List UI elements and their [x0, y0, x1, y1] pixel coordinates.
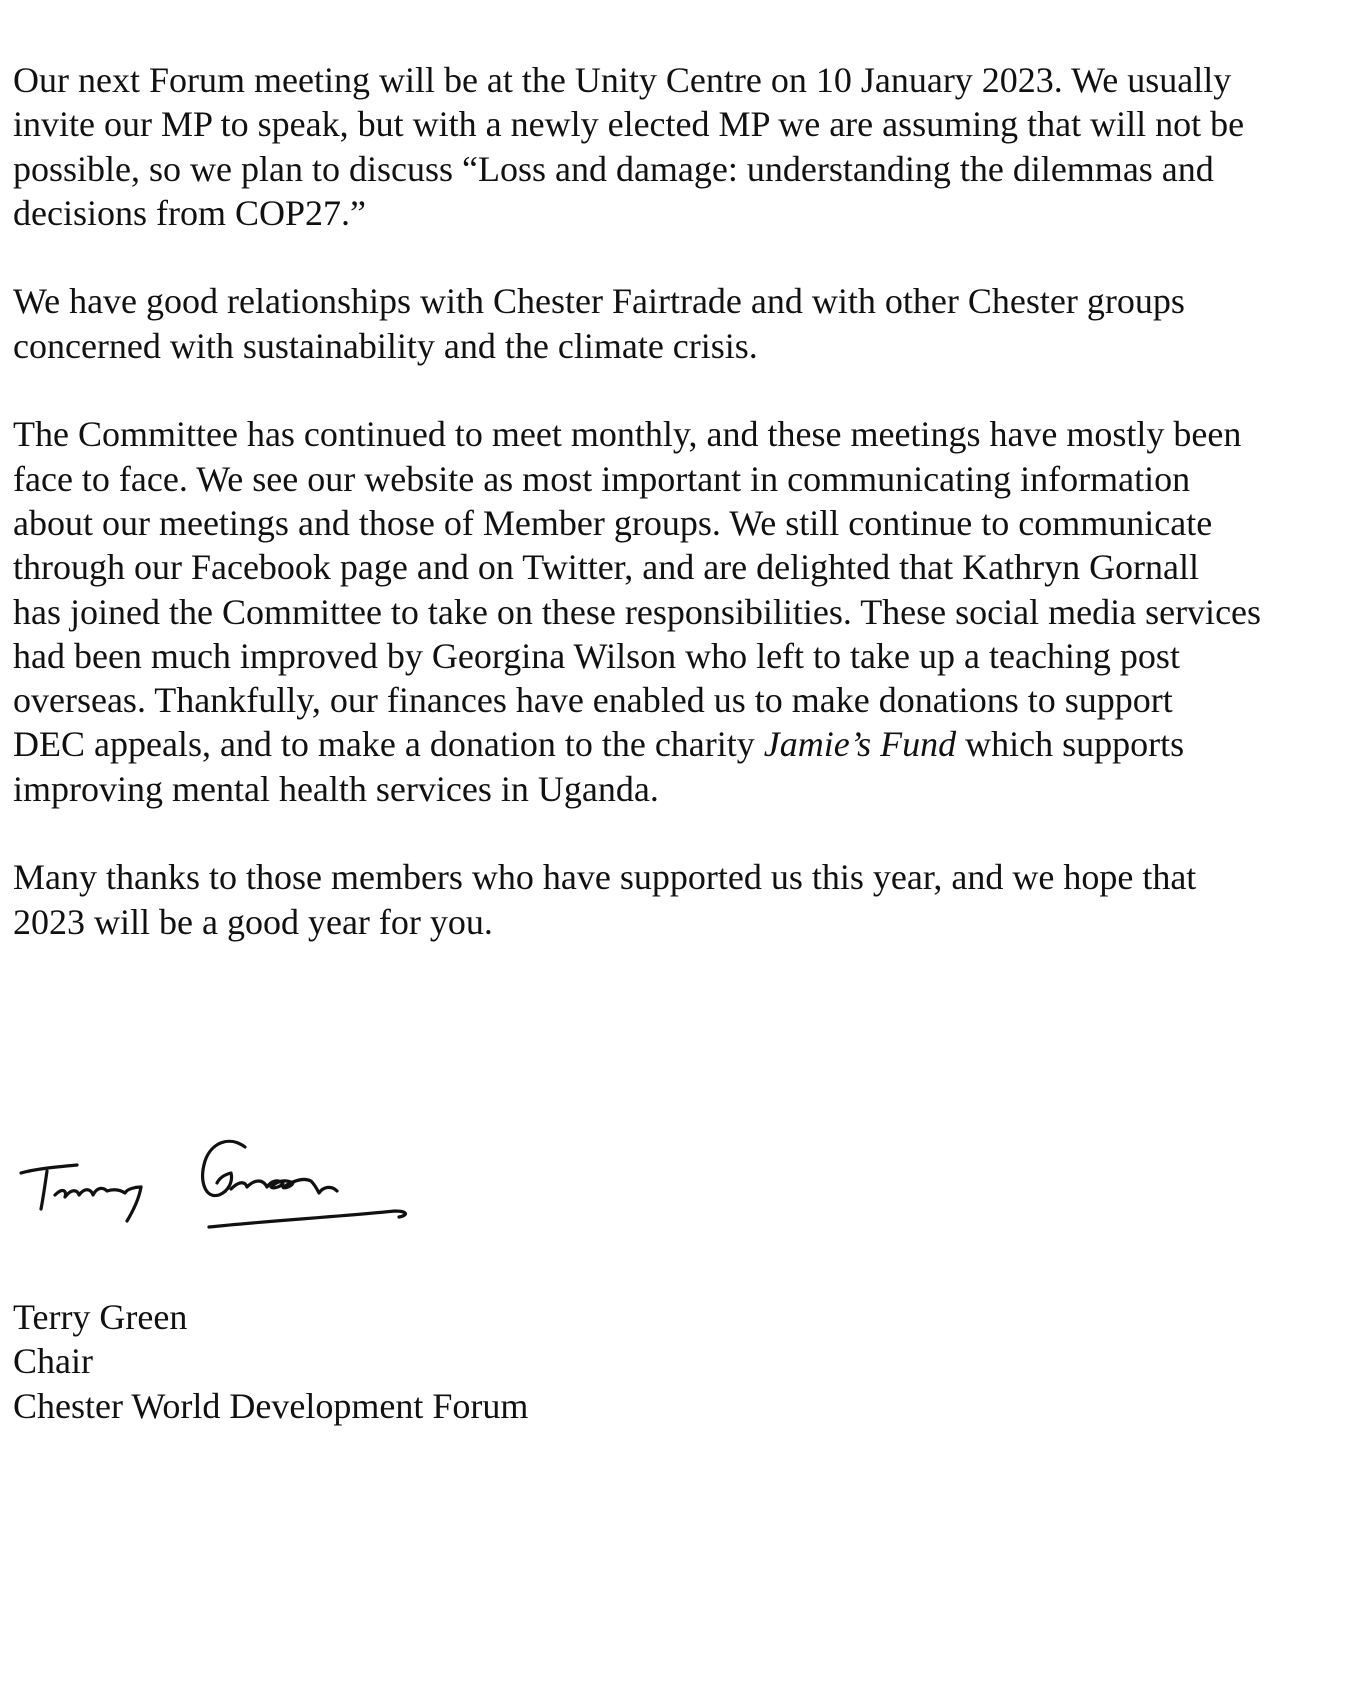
text-line: through our Facebook page and on Twitter, and are delighted that Kathryn Gornall [13, 547, 1200, 588]
text-line: has joined the Committee to take on these responsibilities. These social media services [13, 591, 1262, 632]
signoff-organisation: Chester World Development Forum [13, 1385, 529, 1426]
text-line: We have good relationships with Chester Fairtrade and with other Chester groups [13, 281, 1185, 322]
signoff-role: Chair [13, 1341, 93, 1382]
text-line: possible, so we plan to discuss “Loss and damage: understanding the dilemmas and [13, 148, 1214, 189]
text-line: overseas. Thankfully, our finances have enabled us to make donations to support [13, 680, 1173, 721]
text-line: invite our MP to speak, but with a newly elected MP we are assuming that will not be [13, 104, 1245, 145]
text-line: concerned with sustainability and the climate crisis. [13, 325, 758, 366]
text-fragment: which supports [956, 724, 1185, 765]
paragraph-relationships [13, 279, 1353, 368]
text-line: face to face. We see our website as most important in communicating information [13, 458, 1191, 499]
text-line: 2023 will be a good year for you. [13, 901, 493, 942]
text-fragment: DEC appeals, and to make a donation to the charity [13, 724, 764, 765]
text-line: had been much improved by Georgina Wilson who left to take up a teaching post [13, 635, 1180, 676]
letter-body [13, 58, 1353, 988]
text-line: Many thanks to those members who have supported us this year, and we hope that [13, 857, 1197, 898]
paragraph-committee [13, 412, 1353, 811]
text-line: improving mental health services in Uganda. [13, 768, 659, 809]
text-line-dec-appeals [13, 722, 1353, 766]
paragraph-thanks [13, 855, 1353, 944]
text-line: Our next Forum meeting will be at the Unity Centre on 10 January 2023. We usually [13, 60, 1232, 100]
charity-name: Jamie’s Fund [763, 724, 957, 765]
text-line: The Committee has continued to meet monthly, and these meetings have mostly been [13, 414, 1242, 455]
text-line: about our meetings and those of Member groups. We still continue to communicate [13, 502, 1213, 543]
text-line: decisions from COP27.” [13, 192, 366, 233]
handwritten-signature [15, 1125, 435, 1260]
paragraph-forum-meeting [13, 58, 1353, 235]
signoff-block [13, 1295, 528, 1428]
signoff-name: Terry Green [13, 1297, 188, 1337]
